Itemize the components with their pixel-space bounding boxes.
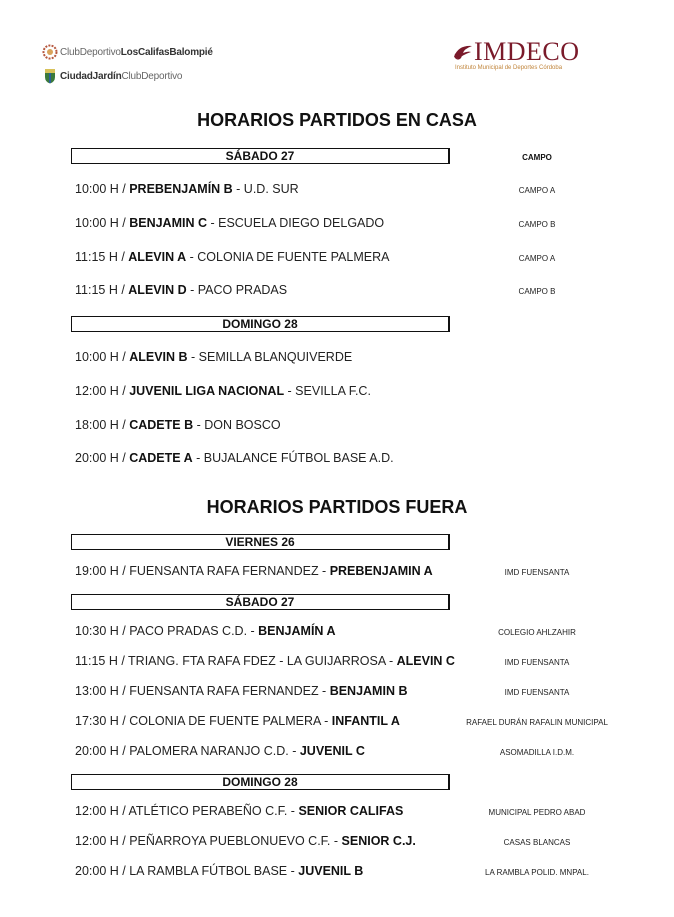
ciudad-jardin-logo-text-2: ClubDeportivo xyxy=(121,70,183,82)
match-venue: IMD FUENSANTA xyxy=(504,658,570,667)
away-match-row: 20:00 H / LA RAMBLA FÚTBOL BASE - JUVENIL B xyxy=(75,864,364,878)
home-match-row: 10:00 H / BENJAMIN C - ESCUELA DIEGO DELGADO xyxy=(75,216,385,230)
home-match-row: 10:00 H / PREBENJAMÍN B - U.D. SUR xyxy=(75,182,299,196)
away-day-header-sunday: DOMINGO 28 xyxy=(71,774,450,790)
califas-logo-text-2: LosCalifasBalompié xyxy=(120,46,213,58)
home-section-title: HORARIOS PARTIDOS EN CASA xyxy=(197,110,477,130)
ciudad-jardin-logo-text-1: CiudadJardín xyxy=(60,70,122,82)
match-venue: IMD FUENSANTA xyxy=(504,688,570,697)
home-match-row: 12:00 H / JUVENIL LIGA NACIONAL - SEVILLA F.C. xyxy=(75,384,371,398)
match-venue: MUNICIPAL PEDRO ABAD xyxy=(488,808,586,817)
home-day-header-sunday: DOMINGO 28 xyxy=(71,316,450,332)
match-venue: ASOMADILLA I.D.M. xyxy=(499,748,575,757)
match-venue: CAMPO B xyxy=(518,220,556,229)
home-match-row: 20:00 H / CADETE A - BUJALANCE FÚTBOL BASE A.D. xyxy=(75,451,394,465)
away-match-row: 19:00 H / FUENSANTA RAFA FERNANDEZ - PREBENJAMIN A xyxy=(75,564,433,578)
home-match-row: 18:00 H / CADETE B - DON BOSCO xyxy=(75,418,281,432)
away-match-row: 13:00 H / FUENSANTA RAFA FERNANDEZ - BENJAMIN B xyxy=(75,684,408,698)
match-venue: CAMPO A xyxy=(518,254,556,263)
match-venue: RAFAEL DURÁN RAFALIN MUNICIPAL xyxy=(466,718,608,727)
califas-crest-icon xyxy=(42,44,58,60)
away-match-row: 10:30 H / PACO PRADAS C.D. - BENJAMÍN A xyxy=(75,624,336,638)
away-match-row: 17:30 H / COLONIA DE FUENTE PALMERA - INFANTIL A xyxy=(75,714,400,728)
venue-column-header: CAMPO xyxy=(522,153,552,162)
away-match-row: 12:00 H / ATLÉTICO PERABEÑO C.F. - SENIOR CALIFAS xyxy=(75,804,404,818)
match-venue: IMD FUENSANTA xyxy=(504,568,570,577)
away-day-header-saturday: SÁBADO 27 xyxy=(71,594,450,610)
match-venue: CASAS BLANCAS xyxy=(503,838,571,847)
ciudad-jardin-shield-icon xyxy=(42,68,58,84)
match-venue: LA RAMBLA POLID. MNPAL. xyxy=(485,868,589,877)
imdeco-wing-icon xyxy=(452,43,474,61)
califas-logo xyxy=(42,44,213,60)
imdeco-logo xyxy=(452,37,592,71)
ciudad-jardin-logo xyxy=(42,68,182,84)
away-match-row: 11:15 H / TRIANG. FTA RAFA FDEZ - LA GUIJARROSA - ALEVIN C xyxy=(75,654,455,668)
home-match-row: 11:15 H / ALEVIN A - COLONIA DE FUENTE PALMERA xyxy=(75,250,390,264)
imdeco-name: IMDECO xyxy=(474,37,580,66)
home-day-header-saturday: SÁBADO 27 xyxy=(71,148,450,164)
match-venue: CAMPO A xyxy=(518,186,556,195)
away-day-header-friday: VIERNES 26 xyxy=(71,534,450,550)
match-venue: COLEGIO AHLZAHIR xyxy=(498,628,576,637)
home-match-row: 11:15 H / ALEVIN D - PACO PRADAS xyxy=(75,283,288,297)
califas-logo-text-1: ClubDeportivo xyxy=(60,46,121,58)
away-match-row: 20:00 H / PALOMERA NARANJO C.D. - JUVENIL C xyxy=(75,744,365,758)
home-match-row: 10:00 H / ALEVIN B - SEMILLA BLANQUIVERDE xyxy=(75,350,353,364)
match-venue: CAMPO B xyxy=(518,287,556,296)
away-section-title: HORARIOS PARTIDOS FUERA xyxy=(206,497,468,517)
away-match-row: 12:00 H / PEÑARROYA PUEBLONUEVO C.F. - SENIOR C.J. xyxy=(75,834,416,848)
imdeco-subtitle: Instituto Municipal de Deportes Córdoba xyxy=(455,65,563,71)
